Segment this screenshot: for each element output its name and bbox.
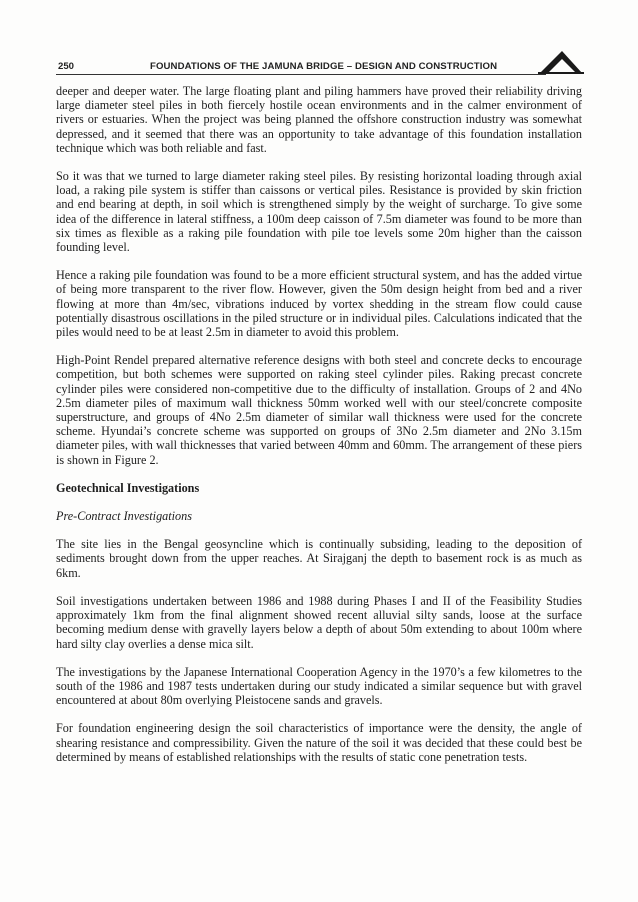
body-text (56, 84, 582, 778)
subsection-heading: Pre-Contract Investigations (56, 509, 192, 524)
paragraph-3: Hence a raking pile foundation was found to be a more efficient structural system, and has the added virtue of being more transparent to the river flow. However, given the 50m design height from bed and a river flowing at more than 4m/sec, vibrations induced by vortex shedding in the stream flow could cause potentially disastrous oscillations in the piled structure or in individual piles. Calculations indicated that the piles would need to be at least 2.5m in diameter to avoid this problem. (56, 268, 582, 340)
running-header (56, 55, 582, 75)
paragraph-5: The site lies in the Bengal geosyncline which is continually subsiding, leading to the deposition of sediments brought down from the upper reaches. At Sirajganj the depth to basement rock is as much as 6km. (56, 537, 582, 580)
running-title: FOUNDATIONS OF THE JAMUNA BRIDGE – DESIGN AND CONSTRUCTION (150, 61, 498, 72)
paragraph-7: The investigations by the Japanese International Cooperation Agency in the 1970’s a few kilometres to the south of the 1986 and 1987 tests undertaken during our study indicated a similar sequence but with gravel encountered at about 80m overlying Pleistocene sands and gravels. (56, 664, 582, 708)
paragraph-4: High-Point Rendel prepared alternative reference designs with both steel and concrete decks to encourage competition, but both schemes were supported on raking steel cylinder piles. Raking precast concrete cylinder piles were considered non-competitive due to the difficulty of installation. Groups of 2 and 4No 2.5m diameter piles of maximum wall thickness 50mm worked well with our steel/concrete composite superstructure, and groups of 4No 2.5m diameter of similar wall thickness were used for the concrete scheme. Hyundai’s concrete scheme was supported on groups of 3No 2.5m diameter and 2No 3.15m diameter piles, with wall thicknesses that varied between 40mm and 60mm. The arrangement of these piers is shown in Figure 2. (56, 353, 582, 467)
paragraph-2: So it was that we turned to large diameter raking steel piles. By resisting horizontal loading through axial load, a raking pile system is stiffer than caissons or vertical piles. Resistance is provided by skin friction and end bearing at depth, in soil which is strengthened simply by the weight of surcharge. To give some idea of the difference in lateral stiffness, a 100m deep caisson of 7.5m diameter was found to be more than six times as flexible as a raking pile foundation with pile toe levels some 20m higher than the caisson founding level. (56, 169, 582, 255)
section-heading: Geotechnical Investigations (56, 480, 200, 495)
page-number: 250 (58, 61, 75, 72)
paragraph-6: Soil investigations undertaken between 1986 and 1988 during Phases I and II of the Feasibility Studies approximately 1km from the final alignment showed recent alluvial silty sands, loose at the surface becoming medium dense with gravelly layers below a depth of about 50m extending to about 100m where hard silty clay overlies a dense mica silt. (56, 593, 582, 651)
header-rule (56, 74, 546, 75)
paragraph-1: deeper and deeper water. The large floating plant and piling hammers have proved their reliability driving large diameter steel piles in both fiercely hostile ocean environments and in the calmer environment of rivers or estuaries. When the project was being planned the offshore construction industry was somewhat depressed, and it seemed that there was an opportunity to take advantage of this foundation installation technique which was both reliable and fast. (56, 84, 582, 155)
bridge-pylon-logo-icon (538, 50, 584, 74)
paragraph-8: For foundation engineering design the soil characteristics of importance were the density, the angle of shearing resistance and compressibility. Given the nature of the soil it was decided that these could best be determined by means of established relationships with the results of static cone penetration tests. (56, 721, 582, 764)
